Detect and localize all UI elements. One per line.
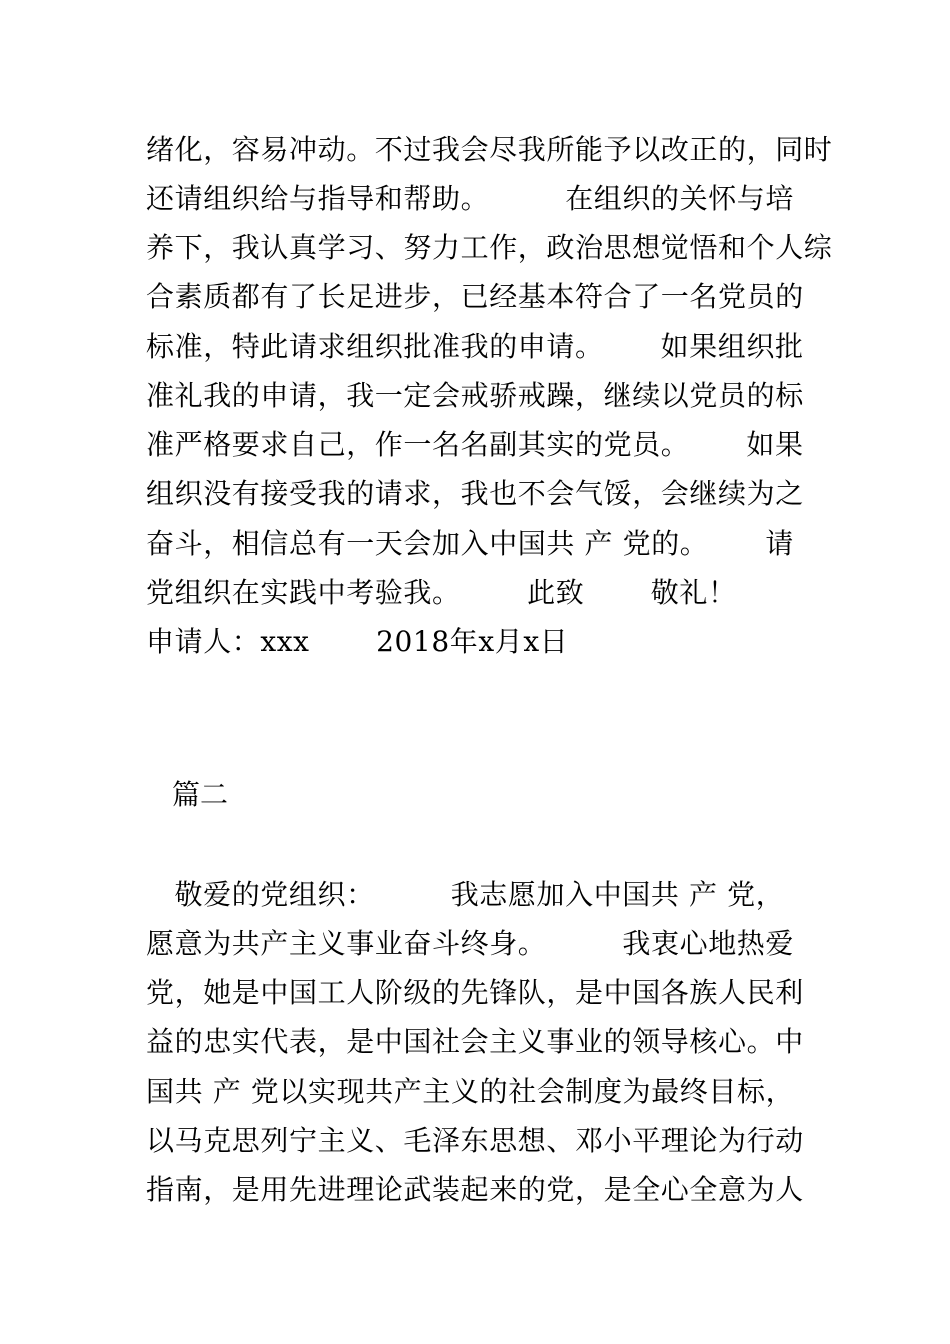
text-line: 绪化，容易冲动。不过我会尽我所能予以改正的，同时 [146,133,833,166]
text-line: 党，她是中国工人阶级的先锋队，是中国各族人民利 [146,976,804,1009]
text-line: 标准，特此请求组织批准我的申请。 如果组织批 [146,330,804,363]
text-line: 益的忠实代表，是中国社会主义事业的领导核心。中 [146,1025,804,1058]
text-line: 养下，我认真学习、努力工作，政治思想觉悟和个人综 [146,231,833,264]
section-heading: 篇二 [172,778,229,811]
text-line: 准严格要求自己，作一名名副其实的党员。 如果 [146,428,804,461]
text-line: 组织没有接受我的请求，我也不会气馁，会继续为之 [146,477,804,510]
signature-line: 申请人：xxx 2018年x月x日 [146,625,569,658]
text-line: 合素质都有了长足进步，已经基本符合了一名党员的 [146,280,804,313]
text-line: 党组织在实践中考验我。 此致 敬礼！ [146,576,737,609]
text-line: 国共 产 党以实现共产主义的社会制度为最终目标， [146,1075,795,1108]
text-line: 以马克思列宁主义、毛泽东思想、邓小平理论为行动 [146,1124,804,1157]
text-line: 愿意为共产主义事业奋斗终身。 我衷心地热爱 [146,927,795,960]
text-line: 奋斗，相信总有一天会加入中国共 产 党的。 请 [146,527,795,560]
text-line: 还请组织给与指导和帮助。 在组织的关怀与培 [146,182,795,215]
text-line: 指南，是用先进理论武装起来的党，是全心全意为人 [146,1173,804,1206]
text-line: 敬爱的党组织： 我志愿加入中国共 产 党， [146,878,785,911]
text-line: 准礼我的申请，我一定会戒骄戒躁，继续以党员的标 [146,379,804,412]
